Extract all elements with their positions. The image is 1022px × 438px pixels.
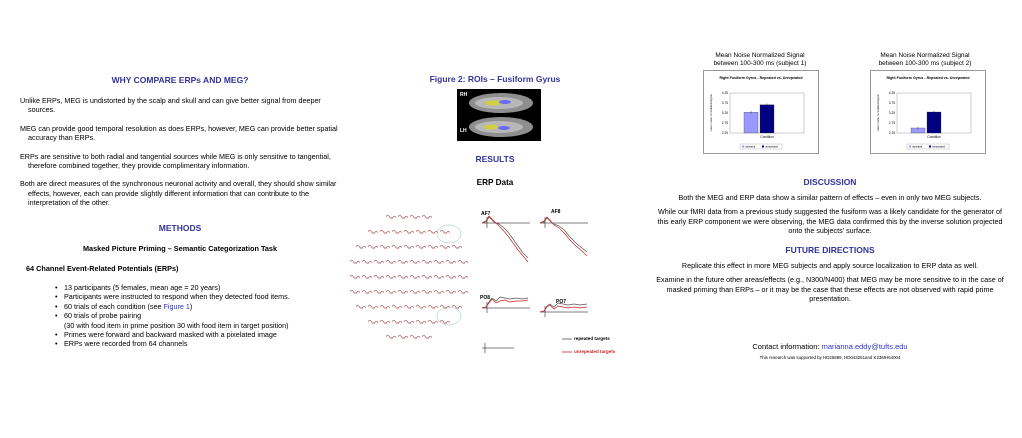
bar-chart-subject-2 (870, 70, 986, 154)
erp-electrode-waveforms (480, 206, 590, 366)
montage-trace-unrepeated (404, 320, 414, 324)
electrode-label-po8: PO8 (480, 295, 491, 301)
montage-trace-unrepeated (362, 290, 372, 294)
montage-trace-unrepeated (404, 305, 414, 309)
montage-trace-unrepeated (356, 305, 366, 309)
montage-trace-unrepeated (392, 320, 402, 324)
montage-trace-unrepeated (374, 275, 384, 279)
montage-trace-unrepeated (410, 335, 420, 339)
montage-trace-unrepeated (410, 275, 420, 279)
montage-trace-unrepeated (362, 260, 372, 264)
figure-1-link[interactable]: Figure 1 (163, 301, 190, 311)
montage-trace-unrepeated (452, 245, 462, 249)
discussion-paragraph: Both the MEG and ERP data show a similar pattern of effects – even in only two MEG subjects. (678, 193, 982, 202)
y-tick-label: 3.25 (888, 111, 895, 116)
contact-label: Contact information: (752, 342, 822, 351)
task-title: Masked Picture Priming – Semantic Categorization Task (82, 244, 278, 253)
methods-bullet-list (55, 283, 345, 349)
brain-surface-graphic (457, 89, 541, 141)
montage-trace-unrepeated (380, 320, 390, 324)
y-tick-label: 2.75 (888, 121, 895, 126)
list-item: • 13 participants (5 females, mean age = 20 years) (55, 283, 345, 292)
legend-swatch (742, 146, 744, 148)
montage-trace-unrepeated (422, 275, 432, 279)
montage-trace-unrepeated (404, 230, 414, 234)
funding-note: This research was supported by HD25889, HD043251and K23MH64004 (759, 355, 901, 360)
montage-trace-unrepeated (398, 335, 408, 339)
why-compare-text (20, 96, 340, 208)
montage-trace-unrepeated (398, 215, 408, 219)
list-item: • 60 trials of each condition (see Figure 1) (55, 302, 345, 311)
montage-trace-unrepeated (428, 245, 438, 249)
montage-trace-unrepeated (368, 305, 378, 309)
montage-trace-unrepeated (440, 320, 450, 324)
montage-trace-unrepeated (398, 290, 408, 294)
bar-chart-svg (871, 71, 985, 153)
future-directions-heading: FUTURE DIRECTIONS (785, 245, 875, 255)
montage-trace-unrepeated (440, 230, 450, 234)
legend-swatch (909, 146, 911, 148)
fusiform-brain-image (457, 89, 541, 141)
y-tick-label: 3.75 (888, 101, 895, 106)
chart-caption-subject-1: Mean Noise Normalized Signal between 100-300 ms (subject 1) (713, 52, 807, 67)
montage-trace-unrepeated (410, 215, 420, 219)
figure-2-title: Figure 2: ROIs – Fusiform Gyrus (429, 74, 561, 84)
montage-trace-unrepeated (410, 260, 420, 264)
methods-heading: METHODS (158, 223, 202, 233)
y-axis-label: mean noise normalized signal (709, 94, 713, 132)
why-paragraph: Unlike ERPs, MEG is undistorted by the scalp and skull and can give better signal from deeper sources. (20, 96, 321, 115)
montage-trace-unrepeated (458, 275, 468, 279)
y-tick-label: 4.25 (888, 91, 895, 96)
discussion-text (655, 193, 1005, 236)
bar-repeated (744, 112, 758, 133)
y-tick-label: 2.25 (888, 131, 895, 136)
legend-label: repeated (745, 145, 756, 149)
montage-trace-unrepeated (428, 320, 438, 324)
why-paragraph: Both are direct measures of the synchronous neuronal activity and overall, they should show similar effects, however, each can provide slightly different information that can contribute to the interpretation of the other. (20, 179, 337, 208)
erp-subtitle: 64 Channel Event-Related Potentials (ERPs) (26, 264, 179, 273)
montage-trace-unrepeated (398, 275, 408, 279)
results-heading: RESULTS (475, 154, 515, 164)
list-item: • Participants were instructed to respond when they detected food items. (55, 292, 345, 301)
montage-trace-unrepeated (440, 245, 450, 249)
montage-trace-unrepeated (434, 260, 444, 264)
erp-montage-graphic (345, 208, 475, 358)
y-tick-label: 3.75 (721, 101, 728, 106)
legend-swatch (762, 146, 764, 148)
discussion-paragraph: While our fMRI data from a previous study suggested the fusiform was a likely candidate for the generator of this early ERP component we were observing, the MEG data confirmed this by the inverse solution projected onto the subjects' surface. (657, 207, 1003, 236)
montage-trace-unrepeated (386, 260, 396, 264)
why-paragraph: MEG can provide good temporal resolution as does ERPs, however, MEG can provide better spatial accuracy than ERPs. (20, 123, 338, 143)
future-paragraph: Examine in the future other areas/effects (e.g., N300/N400) that MEG may be more sensitive to in the case of masked priming than ERPs – or it may be the case that these effects are not observed with rapid prime presentation. (656, 275, 1004, 304)
montage-trace-unrepeated (416, 230, 426, 234)
contact-information (655, 342, 1005, 351)
montage-trace-unrepeated (392, 230, 402, 234)
montage-trace-unrepeated (380, 245, 390, 249)
erp-electrode-panels (480, 206, 616, 366)
montage-trace-unrepeated (374, 290, 384, 294)
montage-trace-unrepeated (386, 335, 396, 339)
legend-label: unrepeated (932, 145, 946, 149)
chart-title: Right Fusiform Gyrus - Repeated vs. Unrepeated (719, 76, 803, 80)
legend-label: unrepeated (765, 145, 779, 149)
contact-email-link[interactable]: marianna.eddy@tufts.edu (821, 342, 908, 351)
bar-unrepeated (927, 112, 941, 133)
montage-trace-unrepeated (452, 305, 462, 309)
future-directions-text (655, 261, 1005, 304)
y-tick-label: 2.75 (721, 121, 728, 126)
montage-trace-unrepeated (416, 305, 426, 309)
y-tick-label: 2.25 (721, 131, 728, 136)
montage-trace-unrepeated (374, 260, 384, 264)
montage-trace-unrepeated (380, 305, 390, 309)
montage-trace-unrepeated (446, 290, 456, 294)
montage-trace-unrepeated (368, 230, 378, 234)
electrode-label-af7: AF7 (481, 211, 491, 217)
y-tick-label: 4.25 (721, 91, 728, 96)
montage-trace-unrepeated (410, 290, 420, 294)
montage-trace-unrepeated (416, 245, 426, 249)
list-item: • Primes were forward and backward masked with a pixelated image (55, 330, 345, 339)
legend-repeated-targets: repeated targets (574, 336, 610, 341)
bar-chart-subject-1 (703, 70, 819, 154)
why-paragraph: ERPs are sensitive to both radial and tangential sources while MEG is only sensitive to tangential, therefore combined together, they provide complimentary information. (20, 151, 331, 171)
roi-ellipse (437, 307, 461, 325)
montage-trace-unrepeated (356, 245, 366, 249)
chart-caption-subject-2: Mean Noise Normalized Signal between 100-300 ms (subject 2) (878, 52, 972, 67)
montage-trace-unrepeated (422, 335, 432, 339)
montage-trace-unrepeated (434, 275, 444, 279)
y-tick-label: 3.25 (721, 111, 728, 116)
montage-trace-unrepeated (428, 305, 438, 309)
montage-trace-unrepeated (386, 275, 396, 279)
bar-unrepeated (760, 105, 774, 133)
montage-trace-unrepeated (404, 245, 414, 249)
montage-trace-unrepeated (392, 245, 402, 249)
montage-trace-unrepeated (362, 275, 372, 279)
legend-unrepeated-targets: unrepeated targets (574, 349, 616, 354)
legend-swatch (929, 146, 931, 148)
roi-ellipse (437, 225, 461, 243)
montage-trace-unrepeated (380, 230, 390, 234)
montage-trace-unrepeated (386, 290, 396, 294)
montage-trace-unrepeated (350, 290, 360, 294)
montage-trace-unrepeated (368, 245, 378, 249)
discussion-heading: DISCUSSION (803, 177, 857, 187)
montage-trace-unrepeated (446, 260, 456, 264)
montage-trace-unrepeated (350, 260, 360, 264)
montage-trace-unrepeated (446, 275, 456, 279)
montage-trace-unrepeated (458, 260, 468, 264)
future-paragraph: Replicate this effect in more MEG subjects and apply source localization to ERP data as well. (681, 261, 979, 270)
legend-label: repeated (912, 145, 923, 149)
montage-trace-unrepeated (416, 320, 426, 324)
montage-trace-unrepeated (428, 230, 438, 234)
list-item: • ERPs were recorded from 64 channels (55, 339, 345, 348)
montage-trace-unrepeated (422, 290, 432, 294)
electrode-label-po7: PO7 (556, 299, 567, 305)
montage-trace-unrepeated (398, 260, 408, 264)
x-axis-label: Condition (927, 135, 941, 139)
montage-trace-unrepeated (422, 260, 432, 264)
bar-chart-svg (704, 71, 818, 153)
rh-label: RH (460, 92, 468, 98)
y-axis-label: mean noise normalized signal (876, 94, 880, 132)
montage-trace-unrepeated (368, 320, 378, 324)
electrode-label-af8: AF8 (551, 209, 561, 215)
lh-label: LH (460, 128, 467, 134)
why-compare-heading: WHY COMPARE ERPs AND MEG? (111, 75, 249, 85)
montage-trace-unrepeated (386, 215, 396, 219)
list-item: • 60 trials of probe pairing (30 with food item in prime position 30 with food item in target position) (55, 311, 345, 330)
erp-data-title: ERP Data (476, 178, 514, 187)
montage-trace-unrepeated (350, 275, 360, 279)
montage-trace-unrepeated (422, 215, 432, 219)
montage-trace-unrepeated (458, 290, 468, 294)
erp-montage-waveforms (345, 208, 475, 358)
x-axis-label: Condition (760, 135, 774, 139)
montage-trace-unrepeated (392, 305, 402, 309)
chart-title: Right Fusiform Gyrus - Repeated vs. Unrepeated (886, 76, 970, 80)
montage-trace-unrepeated (434, 290, 444, 294)
